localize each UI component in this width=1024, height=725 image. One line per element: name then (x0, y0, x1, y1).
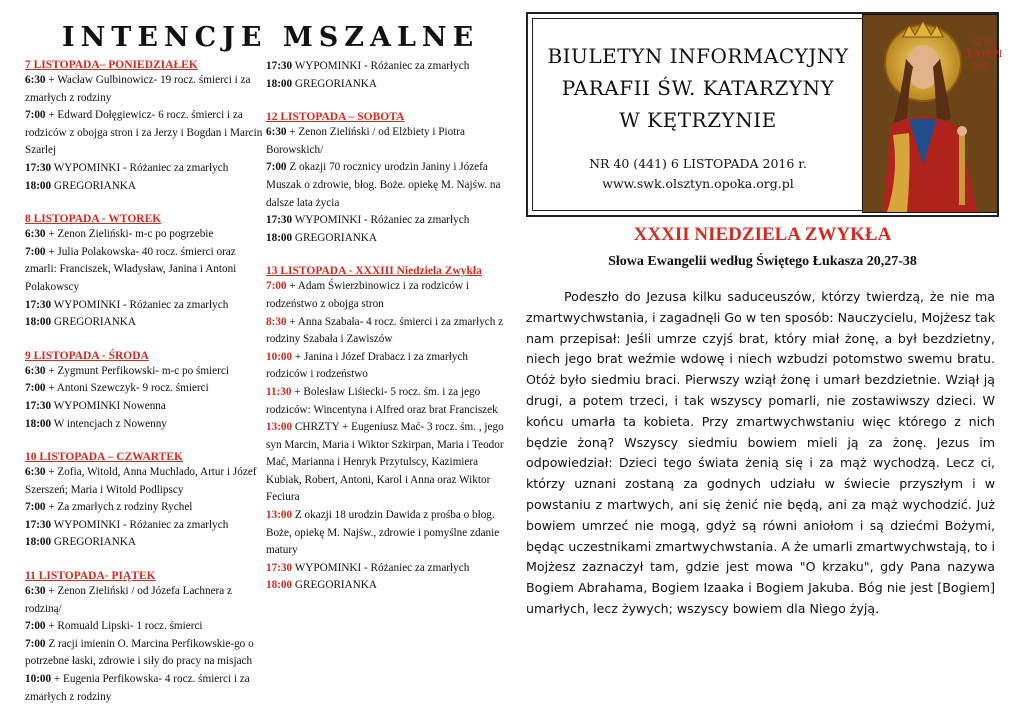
intention-entry (25, 107, 263, 160)
masthead-title: INTENCJE MSZALNE (62, 22, 480, 53)
day-block (25, 569, 263, 706)
entry-time: 13:00 (266, 421, 293, 434)
entry-text: + Eugenia Perfikowska- 4 rocz. śmierci i za zmarłych z rodziny (25, 673, 250, 703)
intention-entry (25, 363, 263, 381)
entry-time: 7:00 (25, 109, 46, 122)
intention-entry (266, 314, 506, 349)
entry-text: + Zenon Zieliński- m-c po pogrzebie (45, 228, 214, 241)
day-block (25, 58, 263, 195)
intention-entry (25, 583, 263, 618)
intention-entry (25, 297, 263, 315)
entry-text: + Wacław Gulbinowicz- 19 rocz. śmierci i za zmarłych z rodziny (25, 74, 251, 104)
intention-entry (25, 636, 263, 671)
intention-entry (266, 349, 506, 384)
day-title: 7 LISTOPADA– PONIEDZIAŁEK (25, 59, 198, 71)
entry-text: WYPOMINKI - Różaniec za zmarłych (292, 60, 470, 72)
intention-entry (266, 58, 506, 76)
entry-time: 7:00 (25, 501, 46, 514)
day-block (25, 212, 263, 332)
intention-entry (266, 230, 506, 248)
intention-entry (266, 419, 506, 507)
intention-entry (25, 72, 263, 107)
day-block (266, 110, 506, 247)
entry-text: GREGORIANKA (51, 179, 136, 192)
intention-entry (25, 671, 263, 706)
mass-intentions-column-1 (25, 58, 263, 706)
entry-text: + Zygmunt Perfikowski- m-c po śmierci (45, 364, 229, 377)
svg-text:ΚΑΤΕΡΙ: ΚΑΤΕΡΙ (967, 50, 1003, 60)
entry-text: + Romuald Lipski- 1 rocz. śmierci (45, 620, 203, 633)
entry-time: 17:30 (266, 561, 293, 574)
entry-text: Z okazji 70 rocznicy urodzin Janiny i Józefa Muszak o zdrowie, błog. Boże. opiekę M. Najśw. na dalsze lata życia (266, 161, 501, 209)
entry-time: 6:30 (25, 74, 46, 86)
intention-entry (266, 577, 506, 595)
entry-text: + Zofia, Witold, Anna Muchlado, Artur i Józef Szerszeń; Maria i Witold Podlipscy (25, 466, 257, 496)
entry-text: + Edward Dołęgiewicz- 6 rocz. śmierci i za rodziców z obojga stron i za Jerzy i Bogdan i Marcin Szarlej (25, 109, 263, 157)
entry-text: + Bolesław Liśiecki- 5 rocz. śm. i za jego rodziców: Wincentyna i Alfred oraz brat Franciszek (266, 385, 498, 416)
day-title: 8 LISTOPADA - WTOREK (25, 213, 162, 226)
entry-text: WYPOMINKI - Różaniec za zmarłych (51, 161, 229, 174)
entry-time: 17:30 (25, 399, 52, 412)
entry-text: GREGORIANKA (51, 316, 136, 329)
saint-catherine-icon (862, 14, 1003, 213)
entry-time: 17:30 (266, 214, 293, 227)
entry-text: WYPOMINKI - Różaniec za zmarłych (51, 518, 229, 531)
intention-entry (266, 560, 506, 578)
entry-time: 6:30 (25, 228, 46, 241)
entry-time: 7:00 (266, 161, 287, 174)
day-title: 11 LISTOPADA- PIĄTEK (25, 570, 156, 583)
entry-time: 7:00 (25, 245, 46, 258)
entry-time: 10:00 (25, 673, 52, 686)
intention-entry (266, 384, 506, 419)
entry-text: Z racji imienin O. Marcina Perfikowskie-go o potrzebne łaski, zdrowie i siły do pracy na misjach (25, 637, 254, 668)
bulletin-issue-info (528, 154, 868, 194)
entry-time: 7:00 (25, 620, 46, 633)
entry-time: 17:30 (25, 518, 52, 531)
entry-text: GREGORIANKA (292, 231, 377, 244)
website[interactable]: www.swk.olsztyn.opoka.org.pl (602, 176, 794, 191)
day-title: 12 LISTOPADA – SOBOTA (266, 111, 405, 124)
entry-time: 7:00 (25, 637, 46, 650)
entry-time: 18:00 (25, 179, 52, 192)
day-block (266, 264, 506, 595)
intention-entry (266, 76, 506, 94)
entry-text: + Anna Szabała- 4 rocz. śmierci i za zmarłych z rodziny Szabała i Zawiszów (266, 315, 504, 346)
issue-number: NR 40 (441) 6 LISTOPADA 2016 r. (589, 156, 807, 171)
entry-time: 18:00 (266, 77, 293, 90)
entry-time: 10:00 (266, 350, 293, 363)
intention-entry (25, 464, 263, 499)
gospel-reference: Słowa Ewangelii według Świętego Łukasza 20,27-38 (608, 254, 917, 269)
entry-time: 17:30 (25, 298, 52, 311)
bulletin-title (528, 40, 868, 136)
entry-text: GREGORIANKA (51, 536, 136, 549)
svg-text:ΝΑ: ΝΑ (973, 62, 988, 72)
intention-entry (25, 517, 263, 535)
mass-intentions-column-2 (266, 58, 506, 595)
entry-text: Z okazji 18 urodzin Dawida z prośba o błog. Boże, opiekę M. Najśw., zdrowie i pomyślne zdanie matury (266, 509, 500, 557)
intention-entry (25, 244, 263, 297)
entry-text: + Janina i Józef Drabacz i za zmarłych rodziców i rodzeństwo (266, 350, 469, 381)
intention-entry (266, 212, 506, 230)
bulletin-line-2: PARAFII ŚW. KATARZYNY (561, 76, 835, 100)
entry-time: 17:30 (266, 60, 293, 72)
entry-text: W intencjach z Nowenny (51, 417, 167, 430)
entry-text: GREGORIANKA (292, 579, 377, 592)
entry-text: WYPOMINKI - Różaniec za zmarłych (292, 214, 470, 227)
intention-entry (25, 160, 263, 178)
day-block (25, 349, 263, 433)
entry-time: 7:00 (25, 382, 46, 395)
intention-entry (25, 178, 263, 196)
day-title: 9 LISTOPADA - ŚRODA (25, 349, 149, 362)
entry-text: + Zenon Zieliński / od Józefa Lachnera z rodziną/ (25, 585, 232, 615)
entry-time: 11:30 (266, 385, 292, 398)
entry-time: 18:00 (25, 316, 52, 329)
entry-time: 6:30 (25, 466, 46, 479)
intention-entry (266, 278, 506, 313)
entry-text: WYPOMINKI - Różaniec za zmarłych (292, 561, 470, 574)
entry-time: 6:30 (25, 585, 46, 598)
day-title: 13 LISTOPADA - XXXIII Niedziela Zwykła (266, 265, 482, 278)
intention-entry (266, 507, 506, 560)
gospel-text: Podeszło do Jezusa kilku saduceuszów, którzy twierdzą, że nie ma zmartwychwstania, i zagadnęli Go w ten sposób: Nauczycielu, Mojżesz tak nam przepisał: Jeśli umrze czyjś brat, który miał żonę, a był bezdzietny, niech jego brat weźmie wdowę i niech wzbudzi potomstwo swemu bratu. Otóż było siedmiu braci. Pierwszy wziął żonę i umarł bezdzietnie. Wziął ją drugi, a potem trzeci, i tak wszyscy pomarli, nie zostawiwszy dzieci. W końcu umarła ta kobieta. Przy zmartwychwstaniu więc którego z nich będzie żoną? Wszyscy siedmiu bowiem mieli ją za żonę. Jezus im odpowiedział: Dzieci tego świata żenią się i za mąż wychodzą. Lecz ci, którzy uznani zostaną za godnych udziału w świecie przyszłym i w powstaniu z martwych, ani się żenić nie będą, ani za mąż wychodzić. Już bowiem umrzeć nie mogą, gdyż są równi aniołom i są dziećmi Bożymi, będąc uczestnikami zmartwychwstania. A że umarli zmartwychwstają, to i Mojżesz zaznaczył tam, gdzie jest mowa "O krzaku", gdy Pana nazywa Bogiem Abrahama, Bogiem Izaaka i Bogiem Jakuba. Bóg nie jest [Bogiem] umarłych, lecz żywych; wszyscy bowiem dla Niego żyją. (526, 289, 995, 616)
sunday-headline: XXXII NIEDZIELA ZWYKŁA (633, 224, 892, 245)
entry-text: + Antoni Szewczyk- 9 rocz. śmierci (45, 382, 209, 395)
entry-time: 8:30 (266, 315, 287, 328)
entry-time: 18:00 (266, 579, 293, 592)
entry-time: 18:00 (266, 231, 293, 244)
entry-text: + Zenon Zieliński / od Elżbiety i Piotra Borowskich/ (266, 126, 465, 156)
intention-entry (25, 380, 263, 398)
entry-text: CHRZTY + Eugeniusz Mać- 3 rocz. śm. , jego syn Marcin, Maria i Wiktor Szkirpan, Maria i Teodor Mać, Marianna i Henryk Przytulscy, Kazimiera Kubiak, Robert, Antoni, Karol i Anna oraz Wiktor Feciura (266, 421, 504, 504)
entry-text: + Adam Świerzbinowicz i za rodziców i rodzeństwo z obojga stron (266, 280, 469, 310)
entry-time: 6:30 (25, 364, 46, 377)
entry-time: 18:00 (25, 417, 52, 430)
intention-entry (266, 124, 506, 159)
entry-text: GREGORIANKA (292, 77, 377, 90)
entry-time: 6:30 (266, 126, 287, 139)
day-block (25, 450, 263, 552)
entry-text: + Julia Polakowska- 40 rocz. śmierci oraz zmarli: Franciszek, Władysław, Janina i Antoni Polakowscy (25, 245, 237, 293)
intention-entry (25, 618, 263, 636)
intention-entry (25, 534, 263, 552)
entry-text: + Za zmarłych z rodziny Rychel (45, 501, 193, 514)
intention-entry (25, 499, 263, 517)
intention-entry (25, 226, 263, 244)
entry-text: WYPOMINKI Nowenna (51, 399, 166, 412)
intention-entry (25, 398, 263, 416)
entry-time: 18:00 (25, 536, 52, 549)
intention-entry (25, 314, 263, 332)
day-title: 10 LISTOPADA – CZWARTEK (25, 451, 183, 464)
intention-entry (25, 416, 263, 434)
entry-time: 13:00 (266, 509, 293, 522)
bulletin-line-1: BIULETYN INFORMACYJNY (547, 44, 849, 68)
entry-time: 17:30 (25, 161, 52, 174)
bulletin-line-3: W KĘTRZYNIE (619, 108, 777, 132)
intention-entry (266, 159, 506, 212)
icon-inscription: ΑΓΙΑ (971, 38, 994, 48)
entry-text: WYPOMINKI - Różaniec za zmarłych (51, 298, 229, 311)
entry-time: 7:00 (266, 280, 287, 293)
saint-icon-illustration (863, 15, 1003, 212)
